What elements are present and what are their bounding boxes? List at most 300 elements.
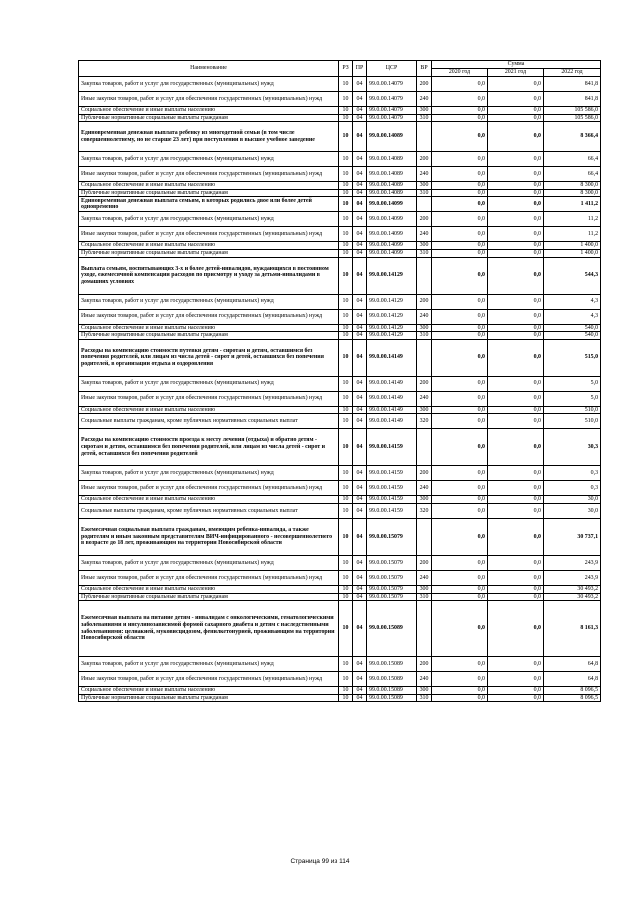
cell-amount-2020: 0,0	[432, 518, 488, 555]
cell-amount-2020: 0,0	[432, 376, 488, 391]
cell-name: Социальное обеспечение и иные выплаты населению	[79, 585, 339, 593]
table-row	[79, 242, 601, 250]
table-row	[79, 182, 601, 190]
cell-name: Иные закупки товаров, работ и услуг для обеспечения государственных (муниципальных) нужд	[79, 672, 339, 687]
table-row	[79, 107, 601, 115]
cell-amount-2022: 30,0	[544, 496, 601, 504]
table-row	[79, 518, 601, 555]
cell-amount-2021: 0,0	[488, 481, 544, 496]
cell-rz: 10	[339, 324, 353, 332]
cell-vr	[417, 122, 432, 152]
cell-name: Выплата семьям, воспитывающих 3-х и более детей-инвалидов, нуждающихся в постоянном уходе, ежемесячной компенсации расходов по присмотру и уходу за детьми-инвалидами в домашних условиях	[79, 257, 339, 294]
cell-csr: 99.0.00.14099	[367, 212, 417, 227]
cell-amount-2021: 0,0	[488, 496, 544, 504]
cell-vr: 240	[417, 570, 432, 585]
cell-amount-2021: 0,0	[488, 114, 544, 122]
header-csr: ЦСР	[367, 61, 417, 77]
table-row	[79, 212, 601, 227]
cell-csr: 99.0.00.14149	[367, 339, 417, 376]
cell-rz: 10	[339, 257, 353, 294]
cell-rz: 10	[339, 481, 353, 496]
cell-name: Социальные выплаты гражданам, кроме публичных нормативных социальных выплат	[79, 503, 339, 518]
cell-amount-2020: 0,0	[432, 687, 488, 695]
cell-amount-2020: 0,0	[432, 391, 488, 406]
cell-rz: 10	[339, 518, 353, 555]
cell-pr: 04	[353, 152, 367, 167]
cell-amount-2021: 0,0	[488, 242, 544, 250]
cell-vr: 200	[417, 152, 432, 167]
cell-pr: 04	[353, 694, 367, 702]
cell-csr: 99.0.00.14079	[367, 77, 417, 92]
cell-vr: 310	[417, 593, 432, 601]
cell-csr: 99.0.00.14129	[367, 294, 417, 309]
table-row	[79, 687, 601, 695]
cell-csr: 99.0.00.14079	[367, 107, 417, 115]
cell-vr	[417, 197, 432, 212]
cell-pr: 04	[353, 496, 367, 504]
cell-pr: 04	[353, 107, 367, 115]
cell-amount-2022: 510,0	[544, 414, 601, 429]
cell-amount-2020: 0,0	[432, 339, 488, 376]
table-row	[79, 227, 601, 242]
cell-vr: 300	[417, 585, 432, 593]
cell-pr: 04	[353, 242, 367, 250]
cell-name: Расходы на компенсацию стоимости путевки детям - сиротам и детям, оставшимся без попечения родителей, или лицам из числа детей - сирот и детей, оставшихся без попечения родителей, в организации отдыха и оздоровления	[79, 339, 339, 376]
cell-pr: 04	[353, 391, 367, 406]
cell-csr: 99.0.00.14089	[367, 122, 417, 152]
cell-vr: 240	[417, 227, 432, 242]
cell-amount-2020: 0,0	[432, 570, 488, 585]
cell-name: Закупка товаров, работ и услуг для государственных (муниципальных) нужд	[79, 212, 339, 227]
cell-amount-2022: 105 586,0	[544, 107, 601, 115]
cell-rz: 10	[339, 189, 353, 197]
cell-csr: 99.0.00.14129	[367, 257, 417, 294]
cell-pr: 04	[353, 77, 367, 92]
cell-pr: 04	[353, 687, 367, 695]
cell-pr: 04	[353, 657, 367, 672]
cell-amount-2020: 0,0	[432, 555, 488, 570]
cell-amount-2020: 0,0	[432, 257, 488, 294]
cell-name: Публичные нормативные социальные выплаты гражданам	[79, 593, 339, 601]
cell-amount-2022: 8 300,0	[544, 189, 601, 197]
cell-rz: 10	[339, 414, 353, 429]
cell-vr	[417, 518, 432, 555]
table-row	[79, 339, 601, 376]
cell-vr	[417, 429, 432, 466]
cell-rz: 10	[339, 466, 353, 481]
cell-name: Закупка товаров, работ и услуг для государственных (муниципальных) нужд	[79, 294, 339, 309]
table-row	[79, 114, 601, 122]
cell-pr: 04	[353, 114, 367, 122]
cell-amount-2020: 0,0	[432, 167, 488, 182]
table-row	[79, 257, 601, 294]
cell-rz: 10	[339, 657, 353, 672]
cell-amount-2022: 66,4	[544, 167, 601, 182]
cell-rz: 10	[339, 406, 353, 414]
cell-pr: 04	[353, 189, 367, 197]
cell-amount-2022: 11,2	[544, 212, 601, 227]
cell-amount-2022: 841,8	[544, 92, 601, 107]
cell-rz: 10	[339, 687, 353, 695]
cell-pr: 04	[353, 414, 367, 429]
cell-rz: 10	[339, 570, 353, 585]
cell-vr: 310	[417, 249, 432, 257]
cell-amount-2021: 0,0	[488, 309, 544, 324]
cell-amount-2022: 841,8	[544, 77, 601, 92]
cell-amount-2021: 0,0	[488, 414, 544, 429]
cell-name: Закупка товаров, работ и услуг для государственных (муниципальных) нужд	[79, 466, 339, 481]
cell-amount-2021: 0,0	[488, 92, 544, 107]
cell-csr: 99.0.00.15089	[367, 657, 417, 672]
table-row	[79, 332, 601, 340]
cell-amount-2022: 64,8	[544, 657, 601, 672]
budget-sheet	[78, 60, 600, 702]
cell-name: Социальное обеспечение и иные выплаты населению	[79, 687, 339, 695]
cell-rz: 10	[339, 182, 353, 190]
cell-rz: 10	[339, 496, 353, 504]
table-row	[79, 376, 601, 391]
cell-csr: 99.0.00.14099	[367, 249, 417, 257]
cell-amount-2022: 30,3	[544, 429, 601, 466]
cell-pr: 04	[353, 167, 367, 182]
cell-csr: 99.0.00.14129	[367, 324, 417, 332]
cell-name: Социальное обеспечение и иные выплаты населению	[79, 107, 339, 115]
cell-csr: 99.0.00.14149	[367, 406, 417, 414]
cell-name: Иные закупки товаров, работ и услуг для обеспечения государственных (муниципальных) нужд	[79, 309, 339, 324]
header-pr: ПР	[353, 61, 367, 77]
cell-vr: 300	[417, 406, 432, 414]
cell-amount-2020: 0,0	[432, 114, 488, 122]
cell-csr: 99.0.00.15089	[367, 694, 417, 702]
header-year-2022: 2022 год	[544, 69, 601, 77]
cell-name: Социальное обеспечение и иные выплаты населению	[79, 324, 339, 332]
cell-amount-2022: 30 493,2	[544, 593, 601, 601]
cell-amount-2022: 8 096,5	[544, 694, 601, 702]
cell-pr: 04	[353, 339, 367, 376]
cell-name: Иные закупки товаров, работ и услуг для обеспечения государственных (муниципальных) нужд	[79, 227, 339, 242]
cell-name: Закупка товаров, работ и услуг для государственных (муниципальных) нужд	[79, 152, 339, 167]
cell-name: Иные закупки товаров, работ и услуг для обеспечения государственных (муниципальных) нужд	[79, 167, 339, 182]
cell-name: Социальное обеспечение и иные выплаты населению	[79, 182, 339, 190]
cell-amount-2020: 0,0	[432, 77, 488, 92]
cell-vr: 320	[417, 503, 432, 518]
cell-rz: 10	[339, 92, 353, 107]
cell-csr: 99.0.00.15079	[367, 555, 417, 570]
table-row	[79, 657, 601, 672]
table-row	[79, 309, 601, 324]
table-row	[79, 466, 601, 481]
cell-amount-2021: 0,0	[488, 107, 544, 115]
budget-table	[78, 60, 601, 702]
cell-vr: 320	[417, 414, 432, 429]
cell-pr: 04	[353, 601, 367, 657]
cell-amount-2020: 0,0	[432, 414, 488, 429]
cell-amount-2022: 30,0	[544, 503, 601, 518]
cell-name: Социальное обеспечение и иные выплаты населению	[79, 406, 339, 414]
cell-vr: 300	[417, 324, 432, 332]
page-number: Страница 99 из 114	[290, 858, 350, 865]
cell-pr: 04	[353, 294, 367, 309]
cell-csr: 99.0.00.15079	[367, 518, 417, 555]
cell-csr: 99.0.00.14079	[367, 92, 417, 107]
cell-name: Единовременная денежная выплата ребенку из многодетной семьи (в том числе совершеннолетнему, но не старше 23 лет) при поступлении в высшее учебное заведение	[79, 122, 339, 152]
header-rz: РЗ	[339, 61, 353, 77]
cell-amount-2022: 510,0	[544, 406, 601, 414]
cell-amount-2021: 0,0	[488, 657, 544, 672]
cell-amount-2020: 0,0	[432, 694, 488, 702]
table-header	[79, 61, 601, 77]
cell-amount-2020: 0,0	[432, 294, 488, 309]
cell-amount-2021: 0,0	[488, 601, 544, 657]
cell-pr: 04	[353, 466, 367, 481]
cell-name: Публичные нормативные социальные выплаты гражданам	[79, 694, 339, 702]
cell-csr: 99.0.00.14159	[367, 496, 417, 504]
cell-amount-2022: 105 586,0	[544, 114, 601, 122]
cell-csr: 99.0.00.14079	[367, 114, 417, 122]
cell-amount-2022: 243,9	[544, 555, 601, 570]
header-vr: ВР	[417, 61, 432, 77]
table-row	[79, 122, 601, 152]
table-row	[79, 503, 601, 518]
cell-amount-2020: 0,0	[432, 593, 488, 601]
cell-vr: 200	[417, 77, 432, 92]
cell-rz: 10	[339, 503, 353, 518]
cell-pr: 04	[353, 503, 367, 518]
cell-csr: 99.0.00.15089	[367, 672, 417, 687]
cell-amount-2022: 540,0	[544, 324, 601, 332]
cell-pr: 04	[353, 227, 367, 242]
cell-amount-2020: 0,0	[432, 122, 488, 152]
cell-name: Ежемесячная социальная выплата гражданам, имеющим ребенка-инвалида, а также родителям и иным законным представителям ВИЧ-инфицированного - несовершеннолетнего в возрасте до 18 лет, проживающим на территории Новосибирской области	[79, 518, 339, 555]
cell-amount-2021: 0,0	[488, 376, 544, 391]
cell-name: Закупка товаров, работ и услуг для государственных (муниципальных) нужд	[79, 555, 339, 570]
cell-pr: 04	[353, 518, 367, 555]
cell-amount-2021: 0,0	[488, 518, 544, 555]
cell-rz: 10	[339, 227, 353, 242]
table-row	[79, 496, 601, 504]
header-year-2021: 2021 год	[488, 69, 544, 77]
table-row	[79, 294, 601, 309]
cell-pr: 04	[353, 672, 367, 687]
cell-amount-2020: 0,0	[432, 601, 488, 657]
cell-amount-2022: 66,4	[544, 152, 601, 167]
table-row	[79, 414, 601, 429]
cell-name: Расходы на компенсацию стоимости проезда к месту лечения (отдыха) и обратно детям - сиротам и детям, оставшимся без попечения родителей, или лицам из числа детей - сирот и детей, оставшихся без попечения родителей	[79, 429, 339, 466]
cell-name: Социальное обеспечение и иные выплаты населению	[79, 496, 339, 504]
table-row	[79, 391, 601, 406]
cell-pr: 04	[353, 197, 367, 212]
cell-vr: 240	[417, 167, 432, 182]
cell-pr: 04	[353, 585, 367, 593]
cell-amount-2022: 30 737,1	[544, 518, 601, 555]
table-row	[79, 555, 601, 570]
cell-rz: 10	[339, 694, 353, 702]
table-row	[79, 429, 601, 466]
table-row	[79, 601, 601, 657]
cell-amount-2022: 0,3	[544, 481, 601, 496]
cell-vr: 200	[417, 657, 432, 672]
cell-csr: 99.0.00.15089	[367, 601, 417, 657]
cell-rz: 10	[339, 391, 353, 406]
cell-amount-2020: 0,0	[432, 657, 488, 672]
cell-amount-2020: 0,0	[432, 429, 488, 466]
cell-amount-2020: 0,0	[432, 152, 488, 167]
cell-amount-2022: 8 096,5	[544, 687, 601, 695]
cell-rz: 10	[339, 77, 353, 92]
cell-pr: 04	[353, 309, 367, 324]
cell-pr: 04	[353, 593, 367, 601]
cell-rz: 10	[339, 593, 353, 601]
cell-rz: 10	[339, 249, 353, 257]
cell-amount-2020: 0,0	[432, 212, 488, 227]
cell-rz: 10	[339, 332, 353, 340]
cell-rz: 10	[339, 114, 353, 122]
cell-amount-2020: 0,0	[432, 107, 488, 115]
cell-pr: 04	[353, 555, 367, 570]
cell-vr: 310	[417, 694, 432, 702]
cell-amount-2020: 0,0	[432, 585, 488, 593]
cell-amount-2021: 0,0	[488, 152, 544, 167]
cell-pr: 04	[353, 182, 367, 190]
cell-amount-2022: 8 300,0	[544, 182, 601, 190]
cell-name: Публичные нормативные социальные выплаты гражданам	[79, 189, 339, 197]
cell-name: Единовременная денежная выплата семьям, в которых родились двое или более детей одновременно	[79, 197, 339, 212]
cell-amount-2022: 4,3	[544, 294, 601, 309]
cell-name: Закупка товаров, работ и услуг для государственных (муниципальных) нужд	[79, 77, 339, 92]
cell-amount-2021: 0,0	[488, 585, 544, 593]
cell-amount-2022: 8 161,3	[544, 601, 601, 657]
cell-amount-2020: 0,0	[432, 406, 488, 414]
cell-amount-2021: 0,0	[488, 122, 544, 152]
cell-amount-2020: 0,0	[432, 92, 488, 107]
cell-csr: 99.0.00.15079	[367, 570, 417, 585]
cell-amount-2021: 0,0	[488, 332, 544, 340]
cell-name: Публичные нормативные социальные выплаты гражданам	[79, 114, 339, 122]
cell-csr: 99.0.00.14159	[367, 503, 417, 518]
cell-pr: 04	[353, 376, 367, 391]
cell-amount-2020: 0,0	[432, 182, 488, 190]
table-row	[79, 167, 601, 182]
table-row	[79, 672, 601, 687]
table-row	[79, 324, 601, 332]
cell-amount-2020: 0,0	[432, 481, 488, 496]
cell-amount-2021: 0,0	[488, 339, 544, 376]
cell-name: Закупка товаров, работ и услуг для государственных (муниципальных) нужд	[79, 657, 339, 672]
cell-vr	[417, 257, 432, 294]
cell-name: Закупка товаров, работ и услуг для государственных (муниципальных) нужд	[79, 376, 339, 391]
table-row	[79, 585, 601, 593]
cell-amount-2022: 540,0	[544, 332, 601, 340]
cell-csr: 99.0.00.14159	[367, 466, 417, 481]
cell-pr: 04	[353, 429, 367, 466]
cell-vr: 200	[417, 212, 432, 227]
cell-name: Социальные выплаты гражданам, кроме публичных нормативных социальных выплат	[79, 414, 339, 429]
cell-pr: 04	[353, 257, 367, 294]
cell-vr: 300	[417, 687, 432, 695]
cell-vr: 240	[417, 391, 432, 406]
cell-name: Иные закупки товаров, работ и услуг для обеспечения государственных (муниципальных) нужд	[79, 570, 339, 585]
cell-pr: 04	[353, 481, 367, 496]
cell-rz: 10	[339, 242, 353, 250]
cell-amount-2022: 1 400,0	[544, 242, 601, 250]
cell-amount-2022: 30 493,2	[544, 585, 601, 593]
cell-amount-2022: 1 400,0	[544, 249, 601, 257]
cell-amount-2022: 64,8	[544, 672, 601, 687]
cell-rz: 10	[339, 672, 353, 687]
table-row	[79, 249, 601, 257]
cell-rz: 10	[339, 601, 353, 657]
cell-amount-2022: 0,3	[544, 466, 601, 481]
cell-rz: 10	[339, 167, 353, 182]
table-row	[79, 570, 601, 585]
header-name: Наименование	[79, 61, 339, 77]
cell-amount-2021: 0,0	[488, 212, 544, 227]
cell-amount-2021: 0,0	[488, 570, 544, 585]
cell-amount-2021: 0,0	[488, 227, 544, 242]
cell-amount-2020: 0,0	[432, 189, 488, 197]
cell-amount-2020: 0,0	[432, 672, 488, 687]
cell-amount-2022: 515,0	[544, 339, 601, 376]
cell-amount-2021: 0,0	[488, 167, 544, 182]
cell-rz: 10	[339, 107, 353, 115]
cell-amount-2021: 0,0	[488, 257, 544, 294]
cell-vr: 300	[417, 107, 432, 115]
cell-vr: 300	[417, 496, 432, 504]
table-row	[79, 593, 601, 601]
cell-csr: 99.0.00.14159	[367, 429, 417, 466]
cell-pr: 04	[353, 570, 367, 585]
cell-csr: 99.0.00.14129	[367, 332, 417, 340]
cell-amount-2020: 0,0	[432, 249, 488, 257]
cell-name: Иные закупки товаров, работ и услуг для обеспечения государственных (муниципальных) нужд	[79, 481, 339, 496]
cell-csr: 99.0.00.14099	[367, 227, 417, 242]
cell-vr: 240	[417, 481, 432, 496]
cell-csr: 99.0.00.14099	[367, 197, 417, 212]
cell-amount-2021: 0,0	[488, 593, 544, 601]
cell-amount-2020: 0,0	[432, 332, 488, 340]
cell-amount-2021: 0,0	[488, 391, 544, 406]
table-row	[79, 77, 601, 92]
cell-vr: 200	[417, 466, 432, 481]
cell-amount-2020: 0,0	[432, 309, 488, 324]
cell-vr: 200	[417, 555, 432, 570]
cell-pr: 04	[353, 406, 367, 414]
header-sum: Сумма	[432, 61, 601, 69]
cell-amount-2022: 243,9	[544, 570, 601, 585]
header-year-2020: 2020 год	[432, 69, 488, 77]
cell-rz: 10	[339, 555, 353, 570]
cell-pr: 04	[353, 324, 367, 332]
cell-name: Социальное обеспечение и иные выплаты населению	[79, 242, 339, 250]
cell-csr: 99.0.00.14089	[367, 167, 417, 182]
cell-amount-2021: 0,0	[488, 429, 544, 466]
cell-amount-2020: 0,0	[432, 324, 488, 332]
cell-amount-2021: 0,0	[488, 189, 544, 197]
cell-rz: 10	[339, 339, 353, 376]
cell-vr: 300	[417, 242, 432, 250]
cell-name: Иные закупки товаров, работ и услуг для обеспечения государственных (муниципальных) нужд	[79, 391, 339, 406]
cell-amount-2020: 0,0	[432, 227, 488, 242]
cell-vr: 310	[417, 332, 432, 340]
cell-name: Публичные нормативные социальные выплаты гражданам	[79, 249, 339, 257]
cell-amount-2021: 0,0	[488, 294, 544, 309]
cell-amount-2021: 0,0	[488, 249, 544, 257]
table-row	[79, 152, 601, 167]
cell-vr: 240	[417, 309, 432, 324]
cell-name: Иные закупки товаров, работ и услуг для обеспечения государственных (муниципальных) нужд	[79, 92, 339, 107]
cell-rz: 10	[339, 197, 353, 212]
cell-amount-2021: 0,0	[488, 687, 544, 695]
